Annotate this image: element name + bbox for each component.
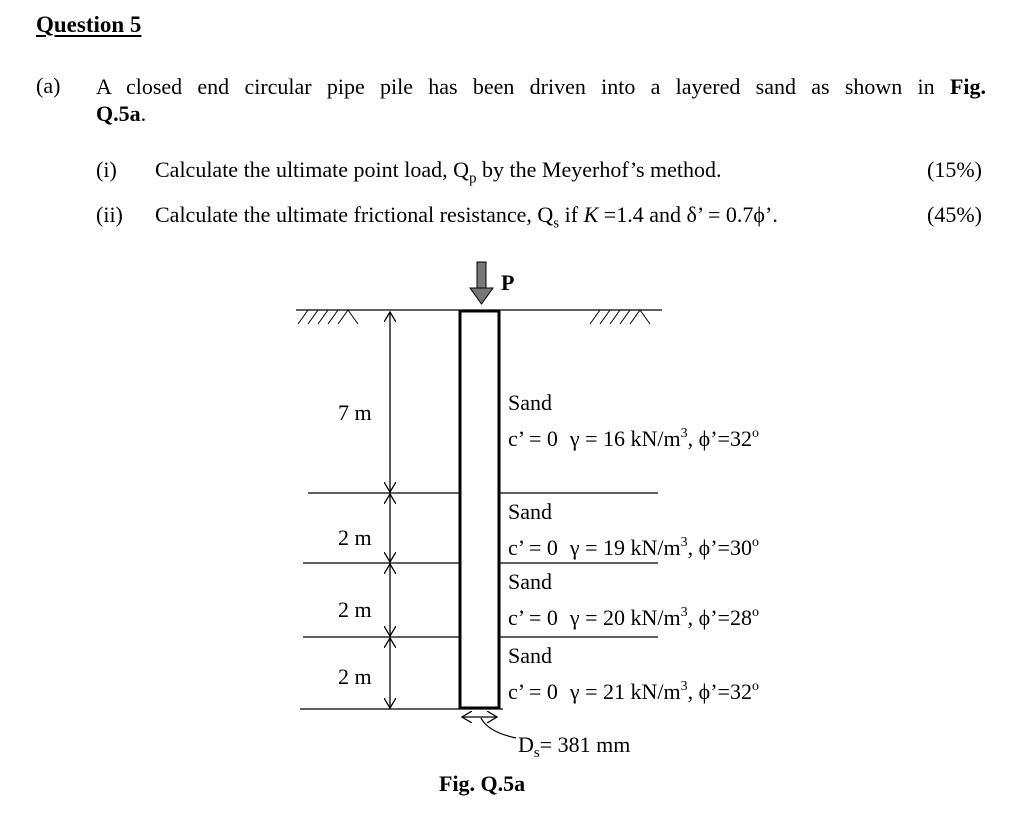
soil-label-layer-3: Sand — [508, 569, 552, 594]
soil-label-layer-4: Sand — [508, 643, 552, 668]
ground-hatch-left-icon — [298, 310, 358, 324]
unit-weight-layer-2: γ = 19 kN/m — [569, 535, 681, 560]
cohesion-layer-4: c’ = 0 — [508, 679, 558, 704]
subpart-text-i-sub: p — [469, 170, 477, 187]
subpart-mark-ii: (45%) — [927, 202, 982, 227]
figure-reference-number: Q.5a — [96, 101, 141, 126]
subpart-text-ii-c: =1.4 and δ’ = 0.7ϕ’. — [598, 202, 778, 227]
figure-reference: Fig. — [949, 74, 986, 99]
unit-weight-layer-4: γ = 21 kN/m — [569, 679, 681, 704]
properties-layer-3 — [508, 605, 759, 630]
thickness-label-layer-2: 2 m — [338, 525, 372, 550]
degree-mark-layer-4: o — [751, 679, 759, 694]
diameter-symbol: D — [518, 732, 534, 757]
subpart-text-ii-a: Calculate the ultimate frictional resistance, Q — [155, 202, 554, 227]
thickness-label-layer-3: 2 m — [338, 597, 372, 622]
soil-label-layer-2: Sand — [508, 499, 552, 524]
diameter-subscript: s — [533, 745, 540, 761]
cohesion-layer-3: c’ = 0 — [508, 605, 558, 630]
diameter-value: = 381 mm — [539, 732, 631, 757]
unit-weight-layer-3: γ = 20 kN/m — [569, 605, 681, 630]
load-arrow-icon — [470, 262, 493, 304]
part-description-period: . — [140, 101, 147, 126]
friction-angle-layer-4: , ϕ’=32 — [687, 679, 752, 704]
thickness-label-layer-4: 2 m — [338, 664, 372, 689]
unit-weight-exponent-layer-3: 3 — [680, 605, 688, 620]
subpart-text-ii-k: K — [583, 202, 599, 227]
unit-weight-exponent-layer-2: 3 — [680, 535, 688, 550]
properties-layer-4 — [508, 679, 759, 704]
degree-mark-layer-3: o — [751, 605, 759, 620]
subpart-text-ii-b: if — [559, 202, 584, 227]
diameter-label — [518, 732, 630, 761]
properties-layer-2 — [508, 535, 759, 560]
thickness-label-layer-1: 7 m — [338, 400, 372, 425]
load-label: P — [501, 270, 515, 295]
degree-mark-layer-1: o — [751, 426, 759, 441]
cohesion-layer-1: c’ = 0 — [508, 426, 558, 451]
unit-weight-exponent-layer-4: 3 — [680, 679, 688, 694]
subpart-text-ii-sub: s — [553, 215, 560, 232]
soil-label-layer-1: Sand — [508, 390, 552, 415]
unit-weight-layer-1: γ = 16 kN/m — [569, 426, 681, 451]
part-label: (a) — [36, 73, 61, 98]
figure-caption: Fig. Q.5a — [439, 771, 526, 796]
cohesion-layer-2: c’ = 0 — [508, 535, 558, 560]
subpart-text-i-a: Calculate the ultimate point load, Q — [155, 157, 470, 182]
pile — [460, 311, 499, 708]
unit-weight-exponent-layer-1: 3 — [680, 426, 688, 441]
ground-hatch-right-icon — [590, 310, 650, 324]
degree-mark-layer-2: o — [751, 535, 759, 550]
diameter-leader-line — [481, 718, 516, 738]
subpart-mark-i: (15%) — [927, 157, 982, 182]
friction-angle-layer-3: , ϕ’=28 — [687, 605, 752, 630]
subpart-text-i-b: by the Meyerhof’s method. — [476, 157, 722, 182]
properties-layer-1 — [508, 426, 759, 451]
question-heading: Question 5 — [36, 12, 142, 37]
part-description-text: A closed end circular pipe pile has been driven into a layered sand as shown in — [96, 74, 950, 99]
subpart-label-ii: (ii) — [96, 202, 123, 227]
friction-angle-layer-2: , ϕ’=30 — [687, 535, 752, 560]
friction-angle-layer-1: , ϕ’=32 — [687, 426, 752, 451]
subpart-label-i: (i) — [96, 157, 117, 182]
